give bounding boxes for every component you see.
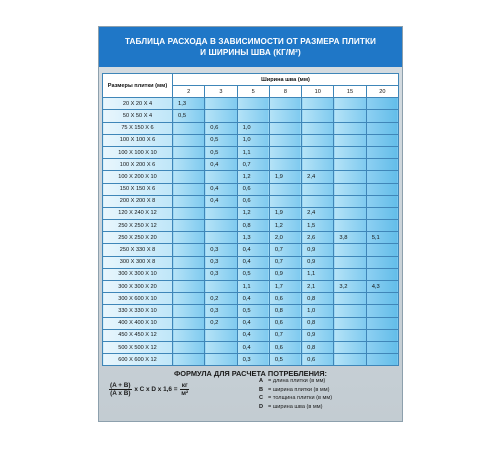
consumption-cell: 0,7 [269,256,301,268]
consumption-cell [302,98,334,110]
consumption-cell [334,341,366,353]
consumption-cell: 2,4 [302,171,334,183]
table-row [103,244,399,256]
joint-width-cell: 20 [366,86,398,98]
consumption-cell: 0,9 [269,268,301,280]
consumption-cell [334,134,366,146]
consumption-sheet [98,26,403,422]
consumption-cell: 0,4 [205,183,237,195]
table-row [103,256,399,268]
consumption-cell: 0,3 [237,354,269,366]
consumption-cell: 5,1 [366,232,398,244]
legend-item: C = толщина плитки (в мм) [258,395,333,402]
consumption-cell [302,122,334,134]
unit-numerator: кг [181,382,188,389]
tile-size-cell: 200 Х 200 Х 8 [103,195,173,207]
consumption-cell [366,159,398,171]
legend-item: D = ширина шва (в мм) [258,403,323,410]
consumption-cell [334,293,366,305]
consumption-cell [366,110,398,122]
consumption-cell: 0,8 [302,293,334,305]
joint-width-cell: 5 [237,86,269,98]
consumption-cell [334,268,366,280]
consumption-cell [366,244,398,256]
consumption-cell [205,110,237,122]
consumption-cell [173,317,205,329]
formula-legend [254,377,402,411]
consumption-cell [302,183,334,195]
consumption-cell [302,195,334,207]
consumption-cell [269,195,301,207]
consumption-cell: 0,9 [302,329,334,341]
consumption-cell [173,305,205,317]
tile-size-cell: 100 Х 100 Х 10 [103,146,173,158]
tile-size-cell: 300 Х 300 Х 20 [103,281,173,293]
consumption-cell [173,159,205,171]
consumption-cell: 2,0 [269,232,301,244]
consumption-cell [366,146,398,158]
table-row [103,122,399,134]
table-row [103,134,399,146]
consumption-cell [366,171,398,183]
consumption-cell [173,268,205,280]
consumption-cell: 2,6 [302,232,334,244]
tile-size-cell: 20 Х 20 Х 4 [103,98,173,110]
consumption-cell: 0,3 [205,244,237,256]
table-row [103,354,399,366]
legend-item: B = ширина плитки (в мм) [258,386,330,393]
consumption-cell: 0,9 [302,256,334,268]
consumption-cell [237,98,269,110]
table-row [103,110,399,122]
consumption-cell: 0,3 [205,268,237,280]
table-row [103,171,399,183]
consumption-cell [205,232,237,244]
table-row [103,305,399,317]
table-row [103,232,399,244]
consumption-cell [173,195,205,207]
consumption-cell [334,220,366,232]
consumption-cell: 0,9 [302,244,334,256]
consumption-cell [302,110,334,122]
consumption-cell: 1,0 [237,134,269,146]
formula-numerator: (A + B) [110,382,131,389]
consumption-cell [237,110,269,122]
consumption-cell [334,305,366,317]
consumption-cell: 2,4 [302,207,334,219]
consumption-cell: 0,7 [237,159,269,171]
consumption-cell [334,98,366,110]
consumption-cell: 1,2 [269,220,301,232]
table-row [103,293,399,305]
consumption-cell: 0,4 [237,244,269,256]
consumption-cell: 3,8 [334,232,366,244]
consumption-cell: 0,6 [269,341,301,353]
consumption-cell [173,293,205,305]
consumption-cell [334,329,366,341]
consumption-cell [366,207,398,219]
consumption-cell [366,256,398,268]
consumption-cell [334,317,366,329]
consumption-cell [205,354,237,366]
consumption-cell [334,207,366,219]
consumption-cell [205,171,237,183]
consumption-cell: 0,5 [173,110,205,122]
consumption-cell: 1,9 [269,171,301,183]
consumption-cell [173,171,205,183]
consumption-cell: 0,6 [237,183,269,195]
consumption-cell: 1,0 [237,122,269,134]
tile-size-cell: 50 Х 50 Х 4 [103,110,173,122]
consumption-cell: 1,1 [237,146,269,158]
consumption-cell: 0,4 [237,329,269,341]
tile-size-cell: 250 Х 250 Х 20 [103,232,173,244]
consumption-cell [173,256,205,268]
consumption-cell [366,220,398,232]
tile-size-cell: 150 Х 150 Х 6 [103,183,173,195]
consumption-cell [205,98,237,110]
consumption-cell [173,183,205,195]
consumption-cell: 0,5 [205,146,237,158]
consumption-cell [302,134,334,146]
consumption-cell: 0,5 [269,354,301,366]
tile-size-cell: 300 Х 600 Х 10 [103,293,173,305]
consumption-cell: 3,2 [334,281,366,293]
consumption-cell [173,329,205,341]
tile-size-cell: 300 Х 300 Х 10 [103,268,173,280]
formula-fraction [109,382,132,397]
formula-middle: x C x D x 1,6 = [134,386,178,393]
consumption-cell [334,146,366,158]
formula-unit [180,382,189,397]
consumption-cell [302,159,334,171]
formula-title: ФОРМУЛА ДЛЯ РАСЧЕТА ПОТРЕБЛЕНИЯ: [174,369,327,378]
consumption-cell: 2,1 [302,281,334,293]
consumption-cell [334,256,366,268]
consumption-cell: 1,3 [237,232,269,244]
joint-width-cell: 2 [173,86,205,98]
consumption-cell: 0,7 [269,329,301,341]
consumption-cell: 0,2 [205,293,237,305]
consumption-cell [334,171,366,183]
consumption-cell: 0,4 [237,293,269,305]
table-row [103,220,399,232]
formula [109,382,229,412]
consumption-cell [205,281,237,293]
consumption-cell: 0,2 [205,317,237,329]
table-row [103,317,399,329]
consumption-cell [173,232,205,244]
consumption-cell: 0,4 [205,195,237,207]
consumption-cell [366,354,398,366]
title-line-2: И ШИРИНЫ ШВА (КГ/М²) [200,48,301,57]
consumption-cell [173,134,205,146]
consumption-cell [173,220,205,232]
consumption-cell [366,268,398,280]
consumption-cell: 1,3 [173,98,205,110]
consumption-cell [173,146,205,158]
consumption-cell: 0,6 [237,195,269,207]
consumption-cell [366,329,398,341]
table-row [103,268,399,280]
consumption-cell [269,146,301,158]
consumption-cell: 0,6 [269,317,301,329]
consumption-cell [173,341,205,353]
consumption-cell [205,329,237,341]
formula-denominator: (A x B) [110,390,131,397]
tile-size-cell: 600 Х 600 Х 12 [103,354,173,366]
consumption-cell [366,195,398,207]
consumption-cell: 0,4 [237,256,269,268]
consumption-cell [173,281,205,293]
table-title-banner [99,27,402,67]
tile-size-cell: 100 Х 100 Х 6 [103,134,173,146]
consumption-cell: 1,1 [237,281,269,293]
tile-size-cell: 100 Х 200 Х 6 [103,159,173,171]
consumption-cell: 0,5 [237,305,269,317]
consumption-cell [334,354,366,366]
consumption-cell: 0,7 [269,244,301,256]
consumption-cell [366,293,398,305]
consumption-cell [366,305,398,317]
consumption-cell [334,195,366,207]
legend-item: A = длина плитки (в мм) [258,378,326,384]
consumption-cell [269,159,301,171]
consumption-cell: 1,1 [302,268,334,280]
consumption-cell: 1,7 [269,281,301,293]
consumption-cell: 0,5 [237,268,269,280]
table-row [103,183,399,195]
joint-width-cell: 3 [205,86,237,98]
consumption-cell [366,122,398,134]
joint-width-cell: 10 [302,86,334,98]
consumption-cell: 0,8 [302,341,334,353]
joint-width-cell: 15 [334,86,366,98]
consumption-cell [366,183,398,195]
consumption-cell [205,207,237,219]
table-row [103,146,399,158]
tile-size-cell: 330 Х 330 Х 10 [103,305,173,317]
consumption-cell: 0,4 [237,317,269,329]
consumption-cell [366,98,398,110]
consumption-cell: 1,2 [237,207,269,219]
consumption-cell: 1,9 [269,207,301,219]
tile-size-cell: 75 Х 150 Х 6 [103,122,173,134]
consumption-cell [334,244,366,256]
consumption-cell [366,341,398,353]
consumption-cell [269,110,301,122]
consumption-cell [269,122,301,134]
title-line-1: ТАБЛИЦА РАСХОДА В ЗАВИСИМОСТИ ОТ РАЗМЕРА ПЛИТКИ [124,37,377,46]
header-row [103,74,399,86]
consumption-cell [334,122,366,134]
consumption-cell [269,98,301,110]
joint-width-cell: 8 [269,86,301,98]
consumption-cell [334,110,366,122]
table-row [103,207,399,219]
consumption-cell [334,183,366,195]
tile-size-cell: 500 Х 500 Х 12 [103,341,173,353]
consumption-cell: 0,8 [302,317,334,329]
consumption-cell: 0,3 [205,256,237,268]
consumption-cell [205,341,237,353]
tile-size-cell: 250 Х 330 Х 8 [103,244,173,256]
consumption-cell: 1,0 [302,305,334,317]
consumption-cell: 0,5 [205,134,237,146]
consumption-cell: 0,4 [205,159,237,171]
consumption-cell [173,354,205,366]
consumption-cell: 0,4 [237,341,269,353]
consumption-cell [334,159,366,171]
consumption-cell: 1,5 [302,220,334,232]
table-row [103,98,399,110]
consumption-cell [173,244,205,256]
tile-size-cell: 250 Х 250 Х 12 [103,220,173,232]
consumption-cell [269,183,301,195]
joint-width-header: Ширина шва (мм) [173,74,399,86]
consumption-cell [269,134,301,146]
consumption-cell: 0,6 [302,354,334,366]
tile-size-cell: 450 Х 450 Х 12 [103,329,173,341]
table-row [103,341,399,353]
tile-size-cell: 400 Х 400 Х 10 [103,317,173,329]
table-row [103,195,399,207]
consumption-cell: 0,8 [237,220,269,232]
consumption-cell [173,122,205,134]
table-row [103,281,399,293]
consumption-cell: 0,6 [205,122,237,134]
consumption-cell [366,317,398,329]
consumption-cell [366,134,398,146]
tile-size-cell: 120 Х 240 Х 12 [103,207,173,219]
unit-denominator: м² [181,390,189,397]
consumption-cell: 1,2 [237,171,269,183]
table-row [103,159,399,171]
tile-size-header: Размеры плитки (мм) [103,74,173,98]
tile-size-cell: 300 Х 300 Х 8 [103,256,173,268]
tile-size-cell: 100 Х 200 Х 10 [103,171,173,183]
consumption-table [102,73,399,366]
consumption-cell: 0,8 [269,305,301,317]
table-row [103,329,399,341]
table-body [103,98,399,366]
consumption-cell: 4,3 [366,281,398,293]
consumption-cell: 0,6 [269,293,301,305]
consumption-cell: 0,3 [205,305,237,317]
consumption-cell [302,146,334,158]
consumption-cell [205,220,237,232]
consumption-cell [173,207,205,219]
